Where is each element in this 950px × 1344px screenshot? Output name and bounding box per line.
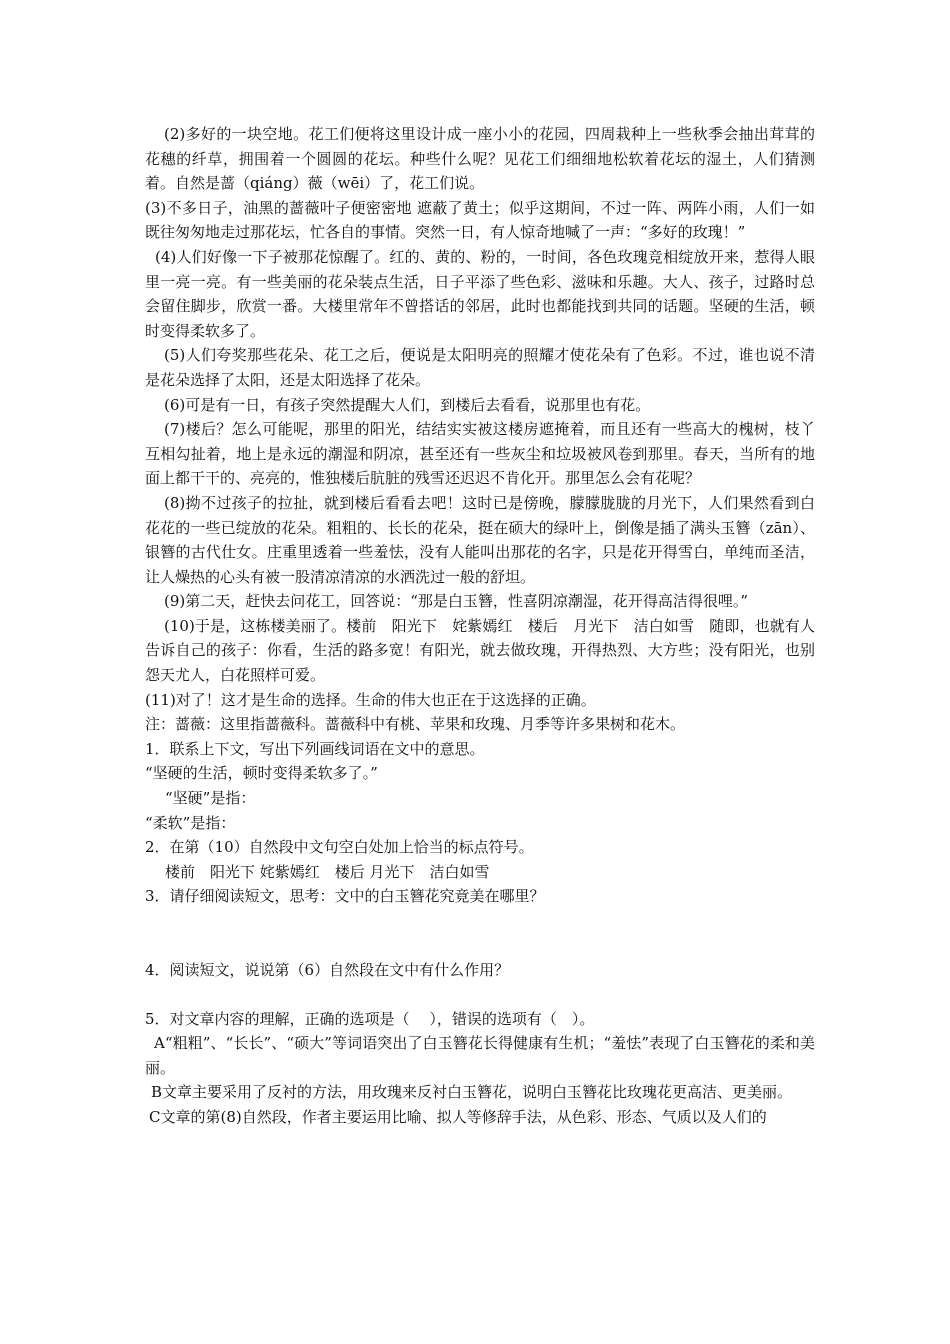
question-1: 1．联系上下文，写出下列画线词语在文中的意思。 [145, 739, 485, 758]
answer-space [145, 909, 815, 958]
question-2: 2．在第（10）自然段中文句空白处加上恰当的标点符号。 [145, 838, 534, 857]
question-3: 3．请仔细阅读短文，思考：文中的白玉簪花究竟美在哪里？ [145, 887, 545, 906]
paragraph-5: (5)人们夸奖那些花朵、花工之后，便说是太阳明亮的照耀才使花朵有了色彩。不过，谁也说不清是花朵选择了太阳，还是太阳选择了花朵。 [145, 346, 815, 389]
answer-space [145, 983, 815, 1007]
question-5: 5．对文章内容的理解，正确的选项是（ ），错误的选项有（ ）。 [145, 1009, 595, 1028]
question-5-option-c: C文章的第(8)自然段，作者主要运用比喻、拟人等修辞手法，从色彩、形态、气质以及人们的 [149, 1107, 767, 1126]
paragraph-2: (2)多好的一块空地。花工们便将这里设计成一座小小的花园，四周栽种上一些秋季会抽出茸茸的花穗的纤草，拥围着一个圆圆的花坛。种些什么呢？见花工们细细地松软着花坛的湿土，人们猜测着。自然是蔷（qiáng）薇（wēi）了，花工们说。 [145, 125, 815, 193]
question-4: 4．阅读短文，说说第（6）自然段在文中有什么作用？ [145, 961, 510, 979]
document-page [145, 122, 815, 1130]
paragraph-8: (8)拗不过孩子的拉扯，就到楼后看看去吧！这时已是傍晚，朦朦胧胧的月光下，人们果然看到白花花的一些已绽放的花朵。粗粗的、长长的花朵，挺在硕大的绿叶上，倒像是插了满头玉簪（zān）、银簪的古代仕女。庄重里透着一些羞怯，没有人能叫出那花的名字，只是花开得雪白，单纯而圣洁，让人燥热的心头有被一股清凉清凉的水洒洗过一般的舒坦。 [145, 493, 815, 586]
question-1-soft-label: “柔软”是指： [145, 813, 236, 832]
paragraph-6: (6)可是有一日，有孩子突然提醒大人们，到楼后去看看，说那里也有花。 [164, 395, 651, 414]
question-5-option-b: B文章主要采用了反衬的方法，用玫瑰来反衬白玉簪花，说明白玉簪花比玫瑰花更高洁、更美丽。 [151, 1083, 793, 1102]
question-2-text: 楼前 阳光下 姹紫嫣红 楼后 月光下 洁白如雪 [165, 862, 490, 881]
paragraph-9: (9)第二天，赶快去问花工，回答说：“那是白玉簪，性喜阴凉潮湿，花开得高洁得很哩。” [164, 592, 749, 611]
question-1-hard-label: “坚硬”是指： [165, 789, 256, 808]
question-1-quote: “坚硬的生活，顿时变得柔软多了。” [145, 764, 378, 783]
paragraph-7: (7)楼后？怎么可能呢，那里的阳光，结结实实被这楼房遮掩着，而且还有一些高大的槐树，枝丫互相勾扯着，地上是永远的潮湿和阴凉，甚至还有一些灰尘和垃圾被风卷到那里。春天，当所有的地面上都干干的、亮亮的，惟独楼后肮脏的残雪还迟迟不肯化开。那里怎么会有花呢？ [145, 420, 815, 488]
footnote: 注：蔷薇：这里指蔷薇科。蔷薇科中有桃、苹果和玫瑰、月季等许多果树和花木。 [145, 715, 686, 734]
paragraph-3: (3)不多日子，油黑的蔷薇叶子便密密地 遮蔽了黄土；似乎这期间，不过一阵、两阵小雨，人们一如既往匆匆地走过那花坛，忙各自的事情。突然一日，有人惊奇地喊了一声：“多好的玫瑰！” [145, 198, 815, 242]
paragraph-4: (4)人们好像一下子被那花惊醒了。红的、黄的、粉的，一时间，各色玫瑰竞相绽放开来，惹得人眼里一亮一亮。有一些美丽的花朵装点生活，日子平添了些色彩、滋味和乐趣。大人、孩子，过路时总会留住脚步，欣赏一番。大楼里常年不曾搭话的邻居，此时也都能找到共同的话题。坚硬的生活，顿时变得柔软多了。 [145, 247, 815, 340]
question-5-option-a: A“粗粗”、“长长”、“硕大”等词语突出了白玉簪花长得健康有生机；“羞怯”表现了白玉簪花的柔和美丽。 [145, 1034, 815, 1077]
paragraph-10: (10)于是，这栋楼美丽了。楼前 阳光下 姹紫嫣红 楼后 月光下 洁白如雪 随即，也就有人告诉自己的孩子：你看，生活的路多宽！有阳光，就去做玫瑰，开得热烈、大方些；没有阳光，也别怨天尤人，白花照样可爱。 [145, 616, 815, 685]
paragraph-11: (11)对了！这才是生命的选择。生命的伟大也正在于这选择的正确。 [145, 690, 596, 709]
